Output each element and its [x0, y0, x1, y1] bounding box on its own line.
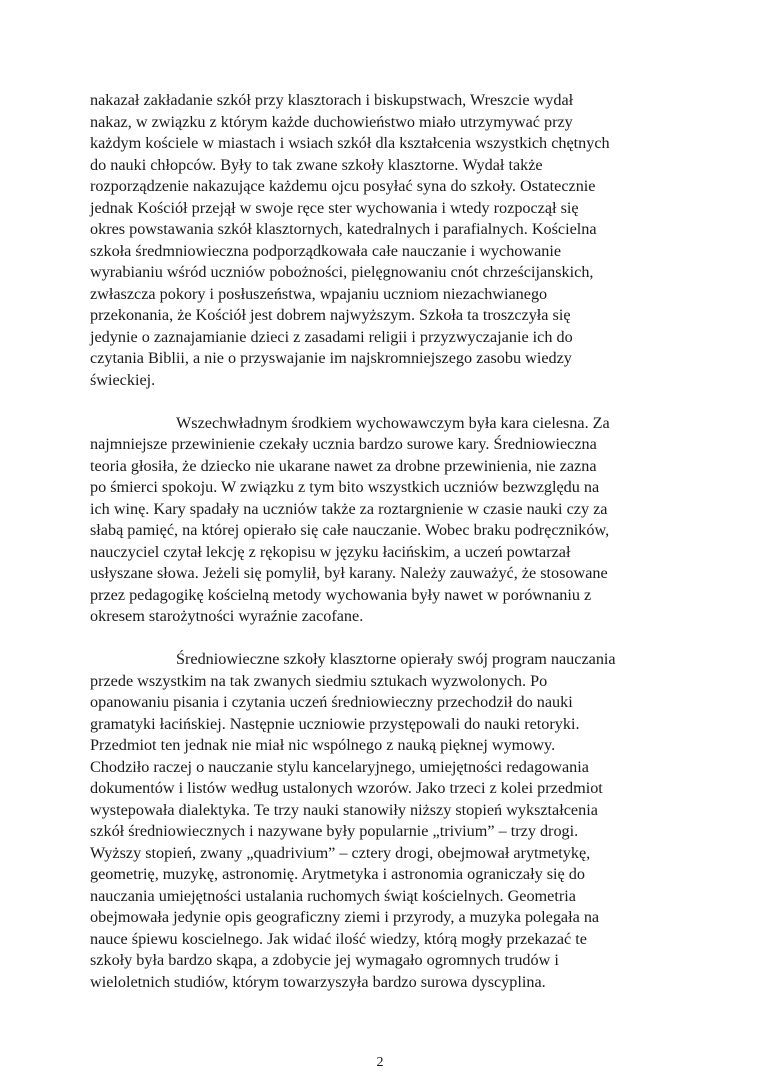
text-line: szkoła średmniowieczna podporządkowała całe nauczanie i wychowanie	[90, 241, 562, 260]
text-line: ich winę. Kary spadały na uczniów także za roztargnienie w czasie nauki czy za	[90, 499, 608, 518]
text-line: szkół średniowiecznych i nazywane były popularnie „trivium” – trzy drogi.	[90, 822, 579, 840]
text-line: słabą pamięć, na której opierało się całe nauczanie. Wobec braku podręczników,	[90, 521, 610, 539]
text-line: każdym kościele w miastach i wsiach szkół dla kształcenia wszystkich chętnych	[90, 134, 610, 152]
body-text	[90, 90, 680, 993]
text-line-indented: Średniowieczne szkoły klasztorne opierały swój program nauczania	[176, 650, 616, 668]
paragraph-3	[90, 649, 680, 993]
text-line: opanowaniu pisania i czytania uczeń średniowieczny przechodził do nauki	[90, 693, 573, 711]
text-line: nakazał zakładanie szkół przy klasztorach i biskupstwach, Wreszcie wydał	[90, 91, 574, 109]
text-line: czytania Biblii, a nie o przyswajanie im najskromniejszego zasobu wiedzy	[90, 349, 572, 367]
text-line: rozporządzenie nakazujące każdemu ojcu posyłać syna do szkoły. Ostatecznie	[90, 177, 596, 195]
page-number: 2	[376, 1055, 384, 1070]
text-line: szkoły była bardzo skąpa, a zdobycie jej wymagało ogromnych trudów i	[90, 951, 559, 969]
text-line-indented: Wszechwładnym środkiem wychowawczym była kara cielesna. Za	[176, 413, 610, 432]
text-line: teoria głosiła, że dziecko nie ukarane nawet za drobne przewinienia, nie zazna	[90, 456, 597, 475]
text-line: nauczania umiejętności ustalania ruchomych świąt kościelnych. Geometria	[90, 886, 576, 905]
text-line: obejmowała jedynie opis geograficzny ziemi i przyrody, a muzyka polegała na	[90, 908, 600, 926]
text-line: najmniejsze przewinienie czekały ucznia bardzo surowe kary. Średniowieczna	[90, 435, 597, 453]
text-line: jedynie o zaznajamianie dzieci z zasadami religii i przyzwyczajanie ich do	[90, 327, 573, 346]
text-line: jednak Kościół przejął w swoje ręce ster wychowania i wtedy rozpoczął się	[90, 198, 579, 217]
text-line: wieloletnich studiów, którym towarzyszyła bardzo surowa dyscyplina.	[90, 972, 546, 991]
text-line: świeckiej.	[90, 370, 156, 389]
text-line: dokumentów i listów według ustalonych wzorów. Jako trzeci z kolei przedmiot	[90, 779, 603, 797]
text-line: przekonania, że Kościół jest dobrem najwyższym. Szkoła ta troszczyła się	[90, 306, 571, 324]
text-line: Przedmiot ten jednak nie miał nic wspólnego z nauką pięknej wymowy.	[90, 736, 556, 754]
text-line: przede wszystkim na tak zwanych siedmiu sztukach wyzwolonych. Po	[90, 671, 548, 690]
text-line: nauce śpiewu koscielnego. Jak widać ilość wiedzy, którą mogły przekazać te	[90, 929, 587, 948]
text-line: okresem starożytności wyraźnie zacofane.	[90, 607, 364, 625]
text-line: wystepowała dialektyka. Te trzy nauki stanowiły niższy stopień wykształcenia	[90, 800, 598, 819]
paragraph-spacer	[90, 391, 680, 413]
text-line: zwłaszcza pokory i posłuszeństwa, wpajaniu uczniom niezachwianego	[90, 284, 548, 303]
text-line: geometrię, muzykę, astronomię. Arytmetyka i astronomia ograniczały się do	[90, 865, 585, 883]
text-line: nakaz, w związku z którym każde duchowieństwo miało utrzymywać przy	[90, 112, 573, 131]
text-line: po śmierci spokoju. W związku z tym bito wszystkich uczniów bezwzględu na	[90, 478, 600, 496]
text-line: Chodziło raczej o nauczanie stylu kancelaryjnego, umiejętności redagowania	[90, 757, 589, 776]
text-line: wyrabianiu wśród uczniów pobożności, pielęgnowaniu cnót chrześcijanskich,	[90, 263, 594, 281]
text-line: do nauki chłopców. Były to tak zwane szkoły klasztorne. Wydał także	[90, 155, 543, 174]
text-line: okres powstawania szkół klasztornych, katedralnych i parafialnych. Kościelna	[90, 220, 597, 238]
text-line: usłyszane słowa. Jeżeli się pomylił, był karany. Należy zauważyć, że stosowane	[90, 564, 608, 582]
text-line: przez pedagogikę kościelną metody wychowania były nawet w porównaniu z	[90, 585, 592, 604]
text-line: Wyższy stopień, zwany „quadrivium” – cztery drogi, obejmował arytmetykę,	[90, 843, 591, 862]
paragraph-1	[90, 90, 680, 391]
paragraph-spacer	[90, 628, 680, 650]
paragraph-2	[90, 413, 680, 628]
text-line: gramatyki łacińskiej. Następnie uczniowie przystępowali do nauki retoryki.	[90, 714, 580, 733]
text-line: nauczyciel czytał lekcję z rękopisu w języku łacińskim, a uczeń powtarzał	[90, 542, 571, 561]
